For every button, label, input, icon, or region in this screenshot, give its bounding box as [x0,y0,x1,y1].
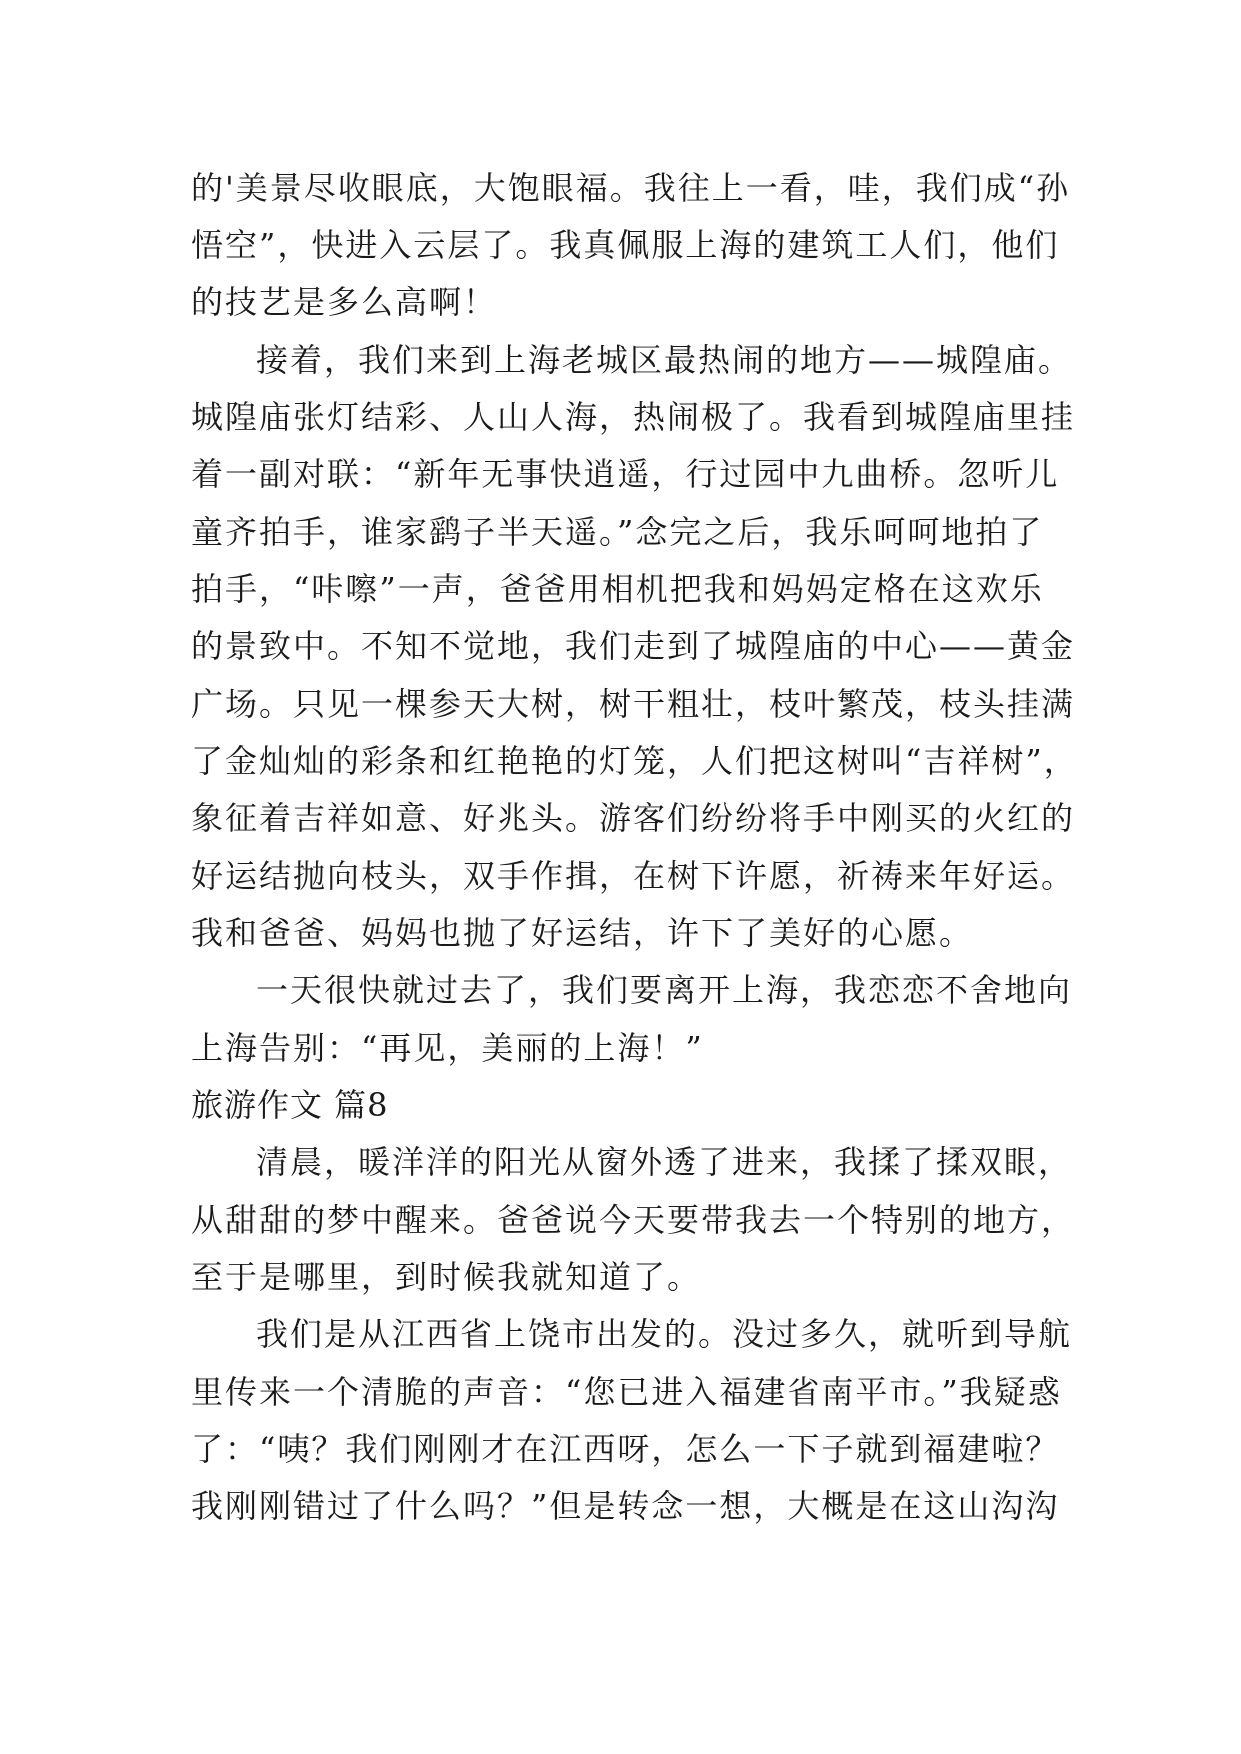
text-line: 广场。只见一棵参天大树，树干粗壮，枝叶繁茂，枝头挂满 [191,685,1076,723]
text-line: 城隍庙张灯结彩、人山人海，热闹极了。我看到城隍庙里挂 [191,398,1076,436]
text-line: 象征着吉祥如意、好兆头。游客们纷纷将手中刚买的火红的 [191,799,1076,837]
text-line: 至于是哪里，到时候我就知道了。 [191,1258,702,1296]
paragraph-first-line: 接着，我们来到上海老城区最热闹的地方——城隍庙。 [256,341,1073,379]
text-line: 了：“咦？我们刚刚才在江西呀，怎么一下子就到福建啦？ [191,1430,1060,1468]
paragraph-first-line: 我们是从江西省上饶市出发的。没过多久，就听到导航 [256,1315,1073,1353]
text-line: 的技艺是多么高啊！ [191,283,498,321]
text-line: 着一副对联：“新年无事快逍遥，行过园中九曲桥。忽听儿 [191,455,1060,493]
text-line: 里传来一个清脆的声音：“您已进入福建省南平市。”我疑惑 [191,1373,1062,1411]
paragraph-first-line: 清晨，暖洋洋的阳光从窗外透了进来，我揉了揉双眼， [256,1143,1073,1181]
text-line: 上海告别：“再见，美丽的上海！” [191,1029,704,1067]
text-line: 好运结抛向枝头，双手作揖，在树下许愿，祈祷来年好运。 [191,857,1076,895]
text-line: 拍手，“咔嚓”一声，爸爸用相机把我和妈妈定格在这欢乐 [191,570,1044,608]
text-line: 从甜甜的梦中醒来。爸爸说今天要带我去一个特别的地方， [191,1201,1076,1239]
text-line: 了金灿灿的彩条和红艳艳的灯笼，人们把这树叫“吉祥树”， [191,742,1078,780]
paragraph-first-line: 一天很快就过去了，我们要离开上海，我恋恋不舍地向 [256,971,1073,1009]
text-line: 的景致中。不知不觉地，我们走到了城隍庙的中心——黄金 [191,627,1076,665]
text-line: 我和爸爸、妈妈也抛了好运结，许下了美好的心愿。 [191,914,974,952]
text-line: 的'美景尽收眼底，大饱眼福。我往上一看，哇，我们成“孙 [191,169,1071,207]
text-line: 童齐拍手，谁家鹞子半天遥。”念完之后，我乐呵呵地拍了 [191,513,1044,551]
text-line: 悟空”，快进入云层了。我真佩服上海的建筑工人们，他们 [191,226,1060,264]
section-heading: 旅游作文 篇8 [191,1086,389,1124]
text-line: 我刚刚错过了什么吗？”但是转念一想，大概是在这山沟沟 [191,1487,1060,1525]
